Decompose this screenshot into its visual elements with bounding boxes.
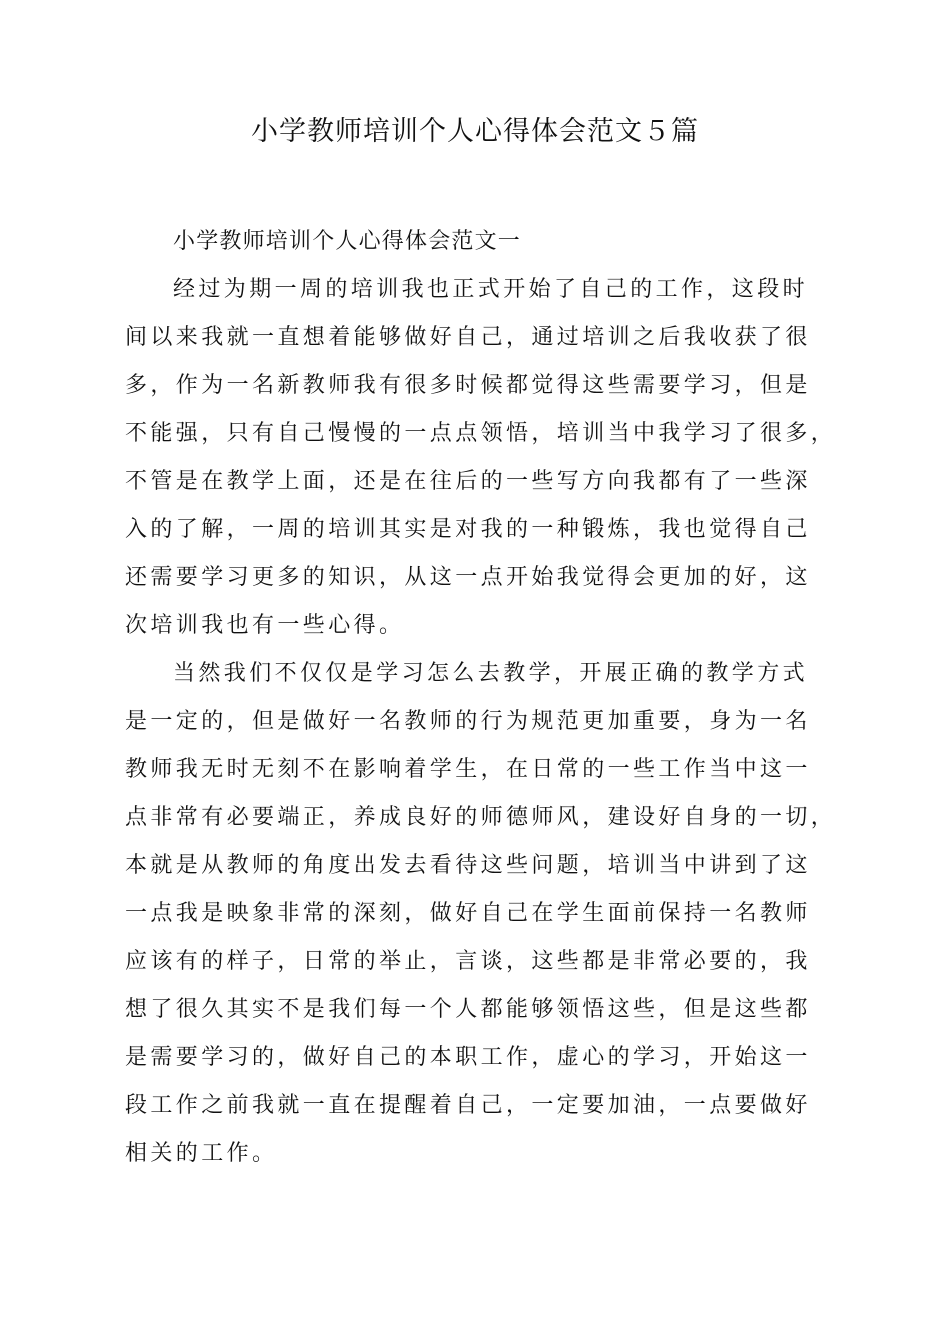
- section-heading: 小学教师培训个人心得体会范文一: [173, 229, 522, 254]
- document-body: [125, 218, 845, 1178]
- paragraph-2: [125, 650, 845, 1178]
- paragraph-line: 次培训我也有一些心得。: [125, 613, 405, 638]
- paragraph-line: 不管是在教学上面，还是在往后的一些写方向我都有了一些深: [125, 469, 811, 494]
- paragraph-line: 点非常有必要端正，养成良好的师德师风，建设好自身的一切，: [125, 805, 837, 830]
- paragraph-line: 不能强，只有自己慢慢的一点点领悟，培训当中我学习了很多，: [125, 421, 837, 446]
- paragraph-line: 还需要学习更多的知识，从这一点开始我觉得会更加的好，这: [125, 565, 811, 590]
- paragraph-line: 段工作之前我就一直在提醒着自己，一定要加油，一点要做好: [125, 1093, 811, 1118]
- paragraph-line: 是一定的，但是做好一名教师的行为规范更加重要，身为一名: [125, 709, 811, 734]
- paragraph-line: 想了很久其实不是我们每一个人都能够领悟这些，但是这些都: [125, 997, 811, 1022]
- paragraph-line: 本就是从教师的角度出发去看待这些问题，培训当中讲到了这: [125, 853, 811, 878]
- paragraph-line: 当然我们不仅仅是学习怎么去教学，开展正确的教学方式: [173, 661, 809, 686]
- paragraph-line: 应该有的样子，日常的举止，言谈，这些都是非常必要的，我: [125, 949, 811, 974]
- paragraph-1: [125, 266, 845, 650]
- paragraph-line: 一点我是映象非常的深刻，做好自己在学生面前保持一名教师: [125, 901, 811, 926]
- paragraph-line: 间以来我就一直想着能够做好自己，通过培训之后我收获了很: [125, 325, 811, 350]
- paragraph-line: 教师我无时无刻不在影响着学生，在日常的一些工作当中这一: [125, 757, 811, 782]
- paragraph-line: 是需要学习的，做好自己的本职工作，虚心的学习，开始这一: [125, 1045, 811, 1070]
- document-title: 小学教师培训个人心得体会范文５篇: [251, 116, 699, 147]
- paragraph-line: 相关的工作。: [125, 1141, 278, 1166]
- paragraph-line: 经过为期一周的培训我也正式开始了自己的工作，这段时: [173, 277, 809, 302]
- paragraph-line: 多，作为一名新教师我有很多时候都觉得这些需要学习，但是: [125, 373, 811, 398]
- paragraph-line: 入的了解，一周的培训其实是对我的一种锻炼，我也觉得自己: [125, 517, 811, 542]
